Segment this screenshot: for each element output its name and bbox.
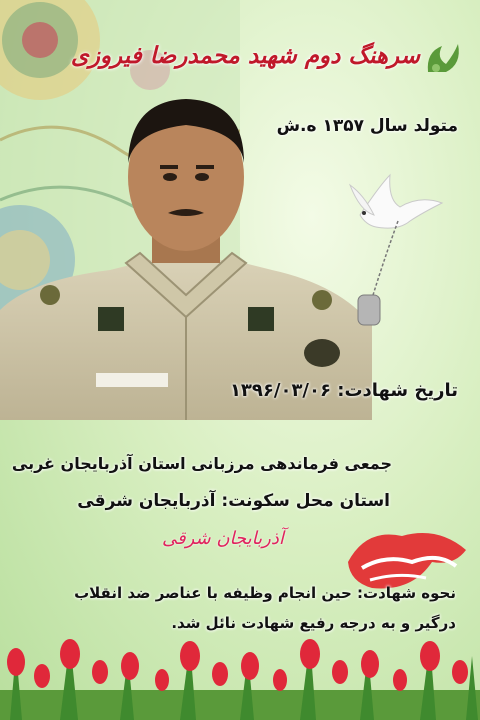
poster-title: سرهنگ دوم شهید محمدرضا فیروزی [70, 42, 420, 69]
manner-line-1: نحوه شهادت: حین انجام وظیفه با عناصر ضد انقلاب [74, 584, 456, 602]
officer-portrait [0, 85, 372, 420]
unit-affiliation: جمعی فرماندهی مرزبانی استان آذربایجان غربی [11, 454, 392, 473]
province-stamp-text: آذربایجان شرقی [162, 528, 284, 549]
manner-line-2: درگیر و به درجه رفیع شهادت نائل شد. [171, 614, 456, 632]
title-ornament-icon [422, 38, 464, 78]
birth-year: متولد سال ۱۳۵۷ ه.ش [276, 116, 458, 136]
residence-province: استان محل سکونت: آذربایجان شرقی [77, 491, 390, 511]
dove-icon [330, 155, 460, 330]
tulip-border [0, 610, 480, 720]
martyrdom-date: تاریخ شهادت: ۱۳۹۶/۰۳/۰۶ [229, 380, 458, 401]
